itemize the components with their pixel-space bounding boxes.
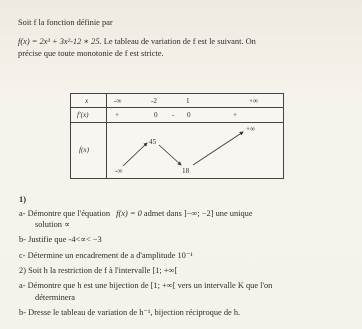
- intro-line-1: Soit f la fonction définie par: [18, 18, 113, 27]
- x-value-pos-inf: +∞: [249, 97, 259, 105]
- f-value-max: 45: [149, 138, 157, 146]
- question-1b: b- Justifie que -4<∝< −3: [19, 235, 102, 244]
- intro-line-3: précise que toute monotonie de f est stricte.: [18, 49, 164, 58]
- arrow-increase-1: [123, 143, 147, 166]
- question-1c: c- Détermine un encadrement de a d'amplitude 10⁻¹: [19, 251, 193, 260]
- intro-line-2: [18, 37, 256, 47]
- sign-1: +: [115, 111, 120, 119]
- variation-arrows: [71, 94, 285, 180]
- question-1-label: 1): [19, 195, 26, 204]
- x-value-minus-2: -2: [151, 97, 157, 105]
- x-value-neg-inf: -∞: [114, 97, 122, 105]
- table-header-x: x: [85, 97, 89, 105]
- sign-zero-2: 0: [187, 111, 191, 119]
- f-value-neg-inf: -∞: [115, 167, 123, 175]
- question-2a: a- Démontre que h est une bijection de [1; +∞[ vers un intervalle K que l'on: [19, 281, 273, 290]
- question-2b: b- Dresse le tableau de variation de h⁻¹, bijection réciproque de h.: [19, 308, 241, 317]
- question-2: 2) Soit h la restriction de f à l'intervalle [1; +∞[: [19, 266, 178, 275]
- sign-2: -: [172, 111, 175, 119]
- variation-table: [70, 93, 284, 179]
- f-value-pos-inf: +∞: [246, 125, 256, 133]
- arrow-increase-2: [193, 132, 243, 165]
- sign-zero-1: 0: [154, 111, 158, 119]
- intro-formula-rest: Le tableau de variation de f est le suivant. On: [101, 37, 256, 46]
- x-value-1: 1: [186, 97, 190, 105]
- sign-3: +: [233, 111, 238, 119]
- question-1a-cont: solution ∝: [35, 220, 70, 229]
- intro-formula: f(x) = 2x³ + 3x²-12 ∗ 25.: [18, 37, 102, 46]
- question-1a: a- Démontre que l'équation f(x) = 0 admet dans ]−∞; −2] une unique: [19, 209, 253, 218]
- table-header-fprime: f′(x): [77, 111, 89, 119]
- table-header-f: f(x): [79, 146, 89, 154]
- question-2a-cont: déterminera: [35, 293, 75, 302]
- f-value-min: 18: [182, 167, 190, 175]
- arrow-decrease: [159, 145, 181, 165]
